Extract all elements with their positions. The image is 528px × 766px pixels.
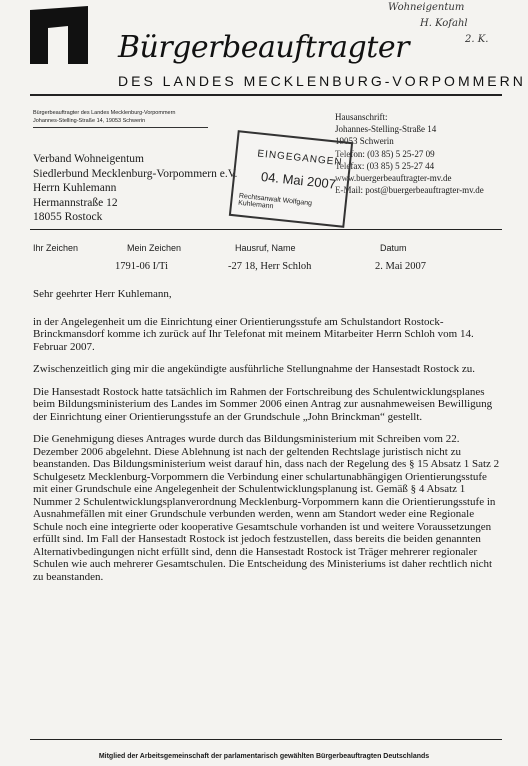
- letter-body: [33, 288, 503, 593]
- ref-label-your: Ihr Zeichen: [33, 243, 79, 253]
- handwritten-note-3: 2. K.: [465, 34, 489, 45]
- letter-paragraph: Die Genehmigung dieses Antrages wurde durch das Bildungsministerium mit Schreiben vom 22. Dezember 2006 abgelehnt. Diese Ablehnung ist nach der geltenden Rechtslage juristisch nicht zu beanstanden. Das Bildungsministerium weist darauf hin, dass nach der Regelung des § 15 Absatz 1 Satz 2 Schulgesetz Mecklenburg-Vorpommern die Verbindung einer schulartunabhängigen Orientierungsstufe mit einer Grundschule eine Angelegenheit der Schulentwicklungsplanung ist. Gemäß § 4 Absatz 1 Nummer 2 Schulentwicklungsplanverordnung Mecklenburg-Vorpommern kann die Orientierungsstufe in Ausnahmefällen mit einer Grundschule verbunden werden, wenn am Standort weder eine Regionale Schule noch eine integrierte oder kooperative Gesamtschule vorhanden ist und weitere Voraussetzungen erfüllt sind. Im Fall der Hansestadt Rostock ist jedoch festzustellen, dass bereits die beiden genannten Alternativbedingungen nicht erfüllt sind, denn die Hansestadt Rostock ist Träger mehrerer regionaler Schulen wie auch mehrerer Gesamtschulen. Die Entscheidung des Ministeriums ist daher rechtlich nicht zu beanstanden.: [33, 433, 500, 583]
- handwritten-note-1: Wohneigentum: [388, 2, 465, 13]
- letterhead-title: Bürgerbeauftragter: [118, 30, 409, 65]
- letter-salutation: Sehr geehrter Herr Kuhlemann,: [33, 288, 172, 300]
- ref-label-mine: Mein Zeichen: [127, 243, 182, 253]
- letter-paragraph: Die Hansestadt Rostock hatte tatsächlich im Rahmen der Fortschreibung des Schulentwicklungsplanes beim Bildungsministerium des Landes im Sommer 2006 einen Antrag zur ausnahmeweisen Bewilligung der Einrichtung einer Orientierungsstufe an der Grundschule „John Brinckman“ gestellt.: [33, 385, 493, 423]
- letterhead-rule: [30, 94, 502, 96]
- ref-label-date: Datum: [380, 243, 407, 253]
- letter-paragraph: Zwischenzeitlich ging mir die angekündigte ausführliche Stellungnahme der Hansestadt Rostock zu.: [33, 363, 476, 375]
- handwritten-note-2: H. Kofahl: [420, 18, 468, 29]
- received-stamp: [229, 130, 353, 228]
- stamp-date: 04. Mai 2007: [260, 168, 337, 192]
- logo-emblem-icon: [30, 6, 90, 64]
- stamp-label: EINGEGANGEN: [256, 148, 344, 169]
- ref-value-date: 2. Mai 2007: [375, 261, 427, 272]
- recipient-address: Verband Wohneigentum Siedlerbund Mecklenburg-Vorpommern e.V. Herrn Kuhlemann Hermannstraße 12 18055 Rostock: [33, 153, 238, 223]
- footer-rule: [30, 739, 502, 740]
- reference-rule: [30, 229, 502, 230]
- letterhead-subtitle: DES LANDES MECKLENBURG-VORPOMMERN: [118, 73, 526, 89]
- sender-line: Bürgerbeauftragter des Landes Mecklenburg-Vorpommern Johannes-Stelling-Straße 14, 19053 Schwerin: [33, 110, 176, 124]
- contact-block: Hausanschrift: Johannes-Stelling-Straße 14 19053 Schwerin Telefon: (03 85) 5 25-27 09 Telefax: (03 85) 5 25-27 44 www.buergerbeauftragter-mv.de E-Mail: post@buergerbeauftragter-mv.de: [335, 112, 484, 196]
- footer-note: Mitglied der Arbeitsgemeinschaft der parlamentarisch gewählten Bürgerbeauftragten Deutschlands: [98, 753, 430, 760]
- stamp-office: Rechtsanwalt Wolfgang Kuhlemann: [237, 192, 313, 211]
- sender-divider: [33, 127, 208, 128]
- ref-value-phone: -27 18, Herr Schloh: [228, 261, 312, 272]
- letter-paragraph: in der Angelegenheit um die Einrichtung einer Orientierungsstufe am Schulstandort Rostock-Brinckmansdorf komme ich zurück auf Ihr Telefonat mit meinem Mitarbeiter Herrn Schloh vom 14. Februar 2007.: [33, 315, 474, 353]
- ref-value-mine: 1791-06 I/Ti: [115, 261, 168, 272]
- ref-label-phone: Hausruf, Name: [235, 243, 296, 253]
